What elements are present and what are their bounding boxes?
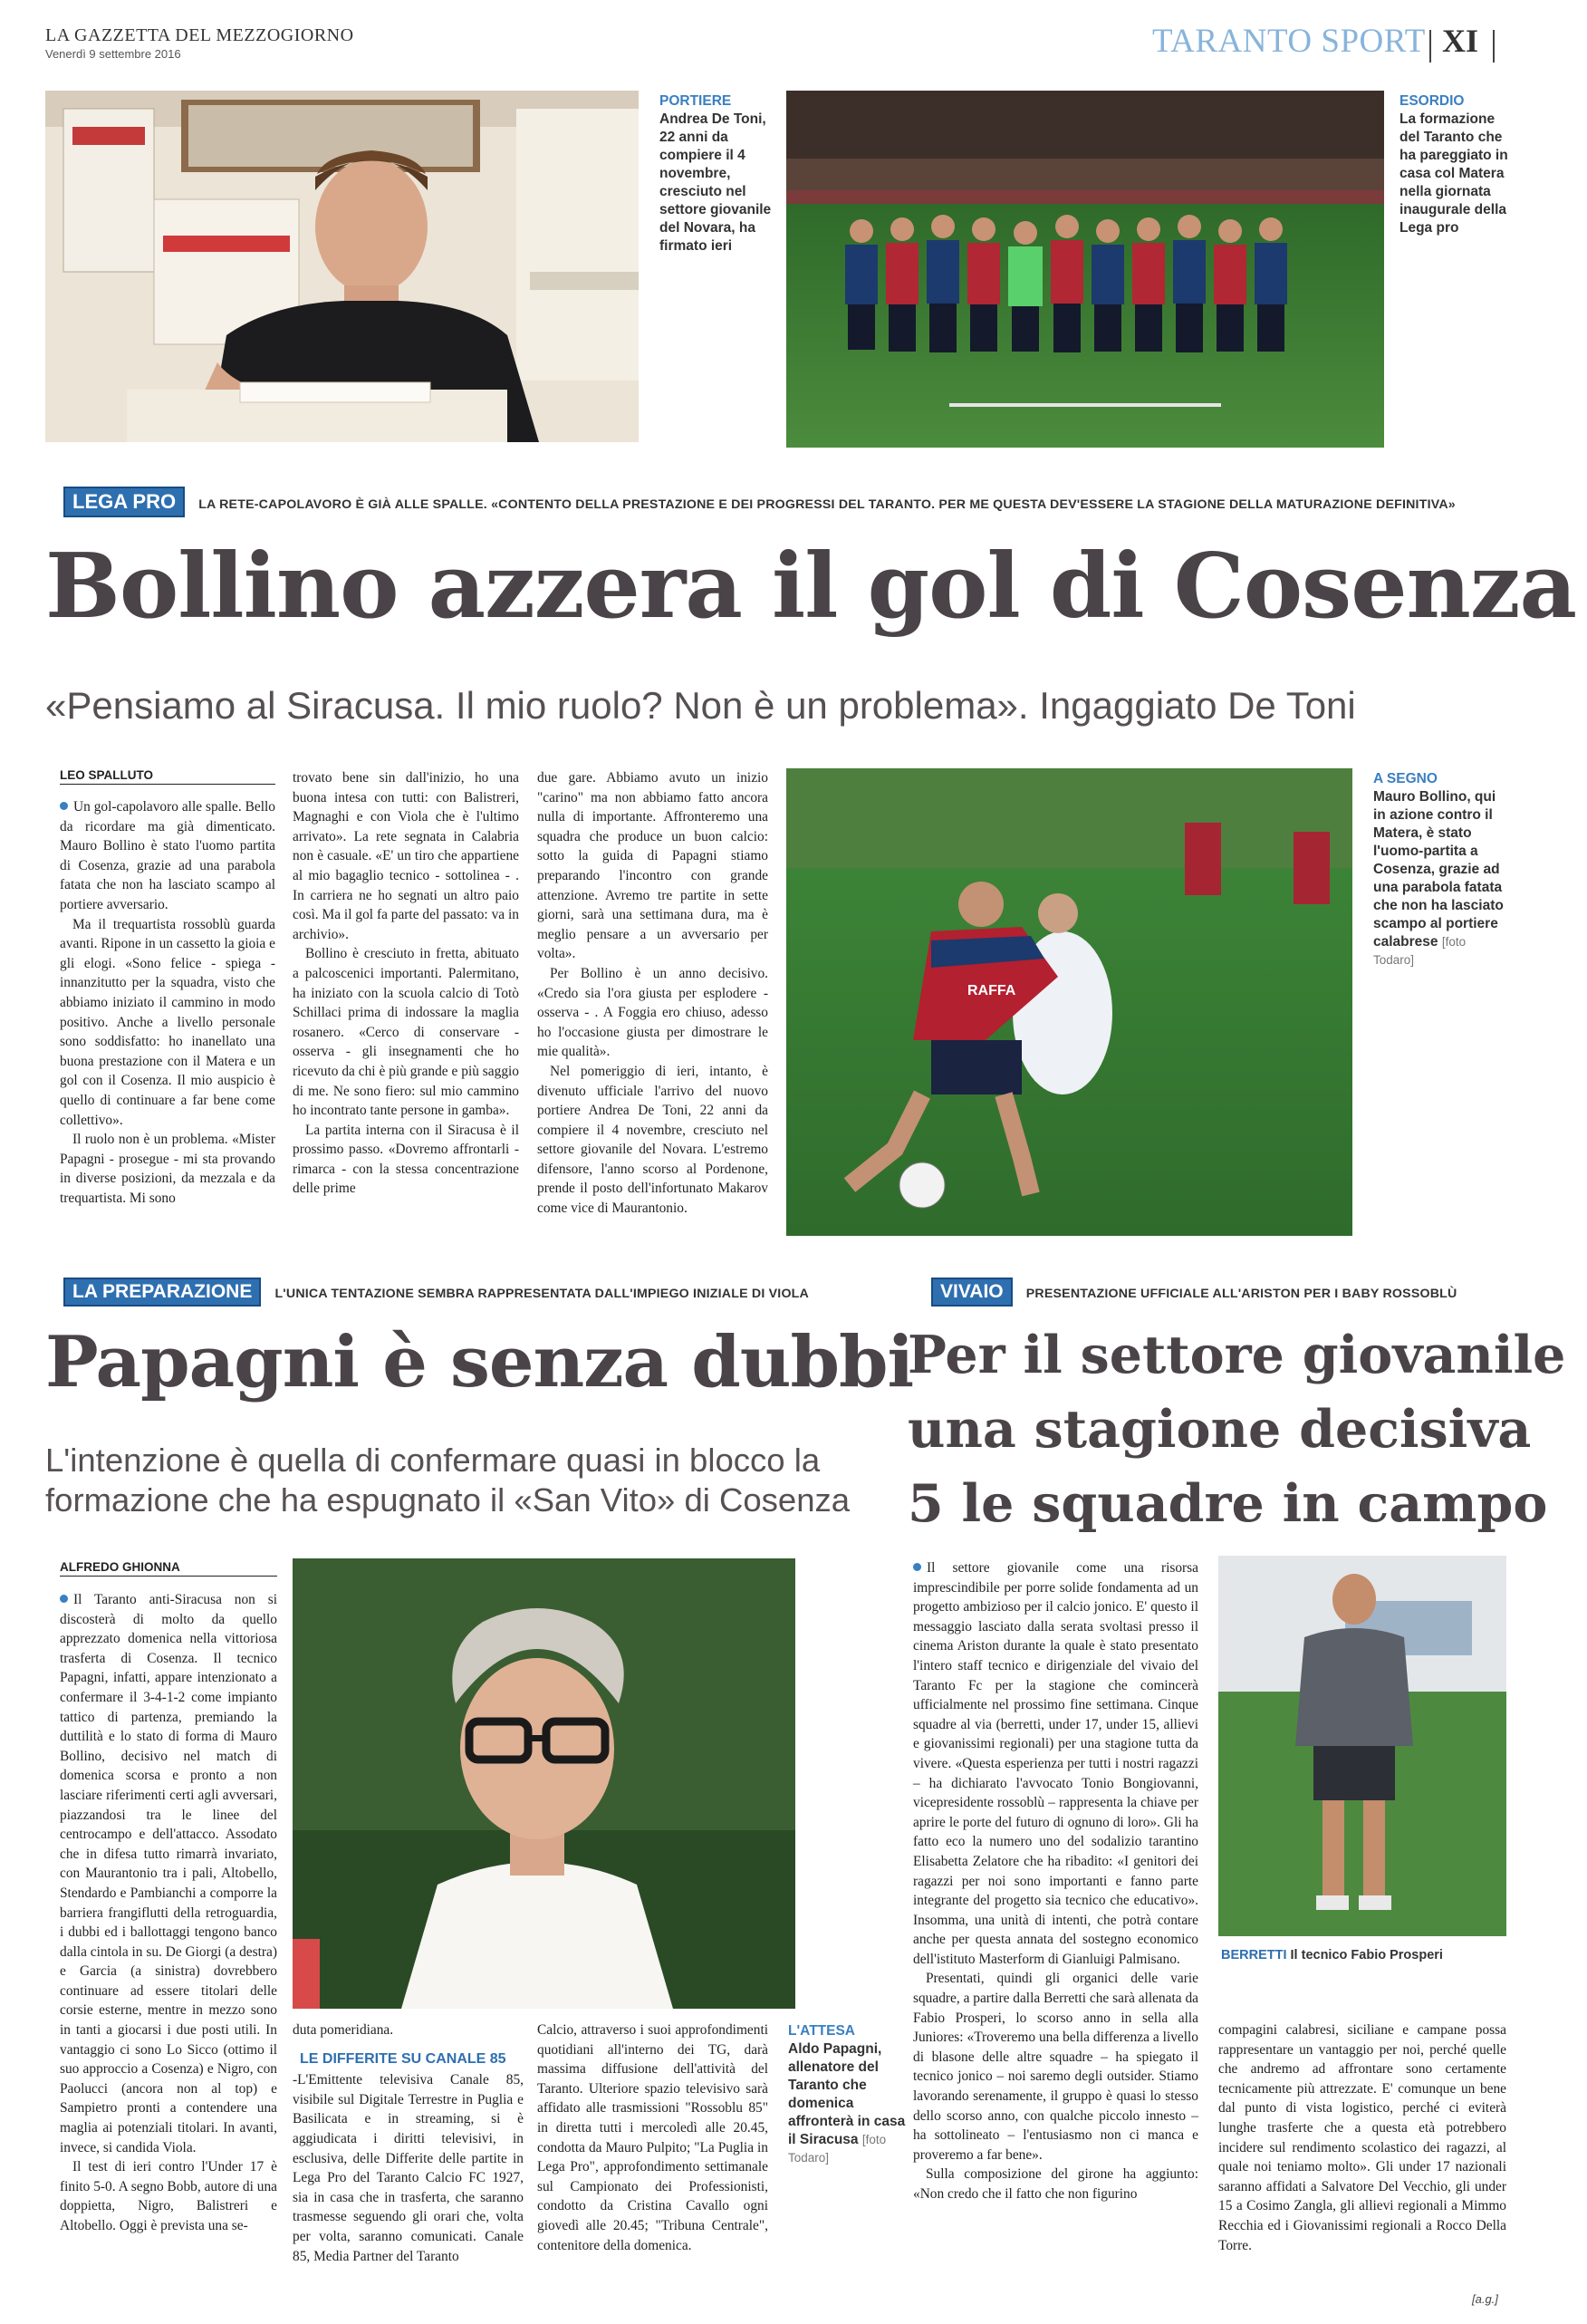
main-col1-para: Un gol-capolavoro alle spalle. Bello da ricordare ma già dimenticato. Mauro Bollino è stato l'uomo partita di Cosenza, grazie ad una parabola fatata che non ha lasciato scampo al portiere avversario. bbox=[60, 799, 275, 912]
prep-col-1 bbox=[60, 1590, 277, 2236]
photo-prosperi bbox=[1218, 1556, 1506, 1936]
page-number: XI bbox=[1442, 23, 1479, 59]
vivaio-col2-para: compagini calabresi, siciliane e campane possa rappresentare un vantaggio per noi, perché quelle che andremo ad affrontare sono certamente tecnicamente più attrezzate. E' comunque un bene dal punto di vista logistico, perché ci eviterà lunghe trasferte che a questa età potrebbero incidere sul rendimento scolastico dei ragazzi, al quale noi teniamo molto». Gli under 17 nazionali saranno affidati a Salvatore Del Vecchio, gli under 15 a Cosimo Zangla, gli allievi regionali a Mimmo Recchia ed i Giovanissimi regionali a Rocco Della Torre. bbox=[1218, 2022, 1506, 2253]
main-subheadline: «Pensiamo al Siracusa. Il mio ruolo? Non è un problema». Ingaggiato De Toni bbox=[45, 684, 1356, 727]
team-players bbox=[845, 240, 1287, 306]
prep-photo-caption-title: L'ATTESA bbox=[788, 2023, 856, 2039]
vivaio-col1-para: Presentati, quindi gli organici delle varie squadre, a partire dalla Berretti che sarà allenata da Fabio Prosperi, lo scorso anno in sella alla Juniores: «Troveremo una bella differenza a livello di blasone delle altre squadre – ha spiegato il tecnico jonico – noi saremo degli outsider. Stiamo lavorando serenamente, il gruppo è quasi lo stesso dello scorso anno, con qualche piccolo innesto – ha sottolineato – l'entusiasmo non ci manca e proveremo a far bene». bbox=[913, 1971, 1198, 2163]
main-photo-credit: [foto Todaro] bbox=[1373, 935, 1467, 967]
main-kicker-label: LEGA PRO bbox=[63, 487, 185, 517]
prep-photo-caption-text: Aldo Papagni, allenatore del Taranto che domenica affronterà in casa il Siracusa bbox=[788, 2041, 906, 2147]
papagni-photo-graphic bbox=[293, 1558, 795, 2009]
prep-kicker-label: LA PREPARAZIONE bbox=[63, 1278, 261, 1307]
masthead-date: Venerdì 9 settembre 2016 bbox=[45, 47, 181, 61]
bullet-icon bbox=[913, 1563, 921, 1571]
section-divider bbox=[1429, 30, 1431, 63]
vivaio-col1-para: Sulla composizione del girone ha aggiunto: «Non credo che il fatto che non figurino bbox=[913, 2166, 1198, 2202]
vivaio-kicker bbox=[931, 1278, 1457, 1307]
vivaio-headline-line: 5 le squadre in campo bbox=[908, 1473, 1548, 1534]
top-left-caption-text: Andrea De Toni, 22 anni da compiere il 4 novembre, cresciuto nel settore giovanile del Novara, ha firmato ieri bbox=[659, 111, 772, 254]
prep-byline: ALFREDO GHIONNA bbox=[60, 1560, 277, 1577]
prep-photo-credit: [foto Todaro] bbox=[788, 2133, 887, 2165]
main-col-2 bbox=[293, 768, 519, 1199]
prep-photo-caption bbox=[788, 2022, 910, 2167]
masthead-paper-name: LA GAZZETTA DEL MEZZOGIORNO bbox=[45, 25, 354, 45]
top-right-caption bbox=[1399, 92, 1508, 237]
main-col1-para: Il ruolo non è un problema. «Mister Papagni - prosegue - mi sta provando in diverse posizioni, da mezzala e da trequartista. Mi sono bbox=[60, 1132, 275, 1206]
vivaio-photo-caption bbox=[1221, 1948, 1443, 1962]
main-kicker bbox=[63, 487, 1531, 517]
photo-bollino-action bbox=[786, 768, 1352, 1236]
main-photo-caption-title: A SEGNO bbox=[1373, 771, 1438, 786]
prep-kicker-text: L'UNICA TENTAZIONE SEMBRA RAPPRESENTATA DALL'IMPIEGO INIZIALE DI VIOLA bbox=[274, 1287, 809, 1301]
main-byline: LEO SPALLUTO bbox=[60, 768, 275, 785]
vivaio-headline-line: una stagione decisiva bbox=[908, 1399, 1532, 1460]
prep-kicker bbox=[63, 1278, 809, 1307]
top-left-caption bbox=[659, 92, 777, 256]
main-headline: Bollino azzera il gol di Cosenza bbox=[45, 535, 1576, 639]
page-number-rule bbox=[1493, 30, 1495, 63]
vivaio-col-2 bbox=[1218, 2020, 1506, 2255]
main-col3-para: Nel pomeriggio di ieri, intanto, è divenuto ufficiale l'arrivo del nuovo portiere Andrea De Toni, 22 anni da compiere il 4 novembre, cresciuto nel settore giovanile del Novara. L'estremo difensore, l'anno scorso al Pordenone, prende il posto dell'infortunato Makarov come vice di Maurantonio. bbox=[537, 1063, 768, 1217]
main-photo-caption-text: Mauro Bollino, qui in azione contro il Matera, è stato l'uomo-partita a Cosenza, grazie ad una parabola fatata che non ha lasciato scampo al portiere calabrese bbox=[1373, 789, 1504, 950]
prep-col-2 bbox=[293, 2020, 524, 2266]
bollino-photo-graphic bbox=[786, 768, 1352, 1236]
top-right-caption-text: La formazione del Taranto che ha pareggiato in casa col Matera nella giornata inaugurale della Lega pro bbox=[1399, 111, 1508, 236]
prep-col2-top: duta pomeridiana. bbox=[293, 2022, 394, 2038]
top-right-caption-title: ESORDIO bbox=[1399, 93, 1465, 109]
vivaio-col1-para: Il settore giovanile come una risorsa imprescindibile per porre solide fondamenta ad un progetto ambizioso per il calcio jonico. E' questo il messaggio lasciato dalla serata svoltasi presso il cinema Ariston durante la quale è stato presentato l'intero staff tecnico e dirigenziale del vivaio del Taranto Fc per la stagione che comincerà ufficialmente nel prossimo fine settimana. Cinque squadre al via (berretti, under 17, under 15, allievi e giovanissimi regionali) per una stagione tutta da vivere. «Questa esperienza per tutti i nostri ragazzi – ha dichiarato l'avvocato Tonio Bongiovanni, vicepresidente rossoblù – rappresenta la chiave per aprire le porte del futuro di ognuno di loro». Gli ha fatto eco la numero uno del sodalizio tarantino Elisabetta Zelatore che ha ribadito: «I genitori dei ragazzi per noi sono importanti e fanno parte integrante del progetto sia tecnico che educativo». Insomma, una unità di intenti, che potrà contare anche per questa annata del sostegno economico dell'istituto Masterform di Gianluigi Palmisano. bbox=[913, 1560, 1198, 1967]
prep-col-3 bbox=[537, 2020, 768, 2255]
vivaio-photo-caption-text: Il tecnico Fabio Prosperi bbox=[1290, 1948, 1443, 1962]
prep-col2-para: -L'Emittente televisiva Canale 85, visibile sul Digitale Terrestre in Puglia e Basilicata e in streaming, si è aggiudicata i diritti televisivi, in esclusiva, delle Differite delle partite in Lega Pro del Taranto Calcio FC 1927, sia in casa che in trasferta, che saranno trasmesse seguendo gli orari che, volta per volta, saranno comunicati. Canale 85, Media Partner del Taranto bbox=[293, 2072, 524, 2264]
prep-box-title: LE DIFFERITE SU CANALE 85 bbox=[300, 2050, 506, 2067]
bullet-icon bbox=[60, 1595, 68, 1603]
vivaio-headline bbox=[908, 1318, 1565, 1541]
main-col-1 bbox=[60, 797, 275, 1208]
vivaio-photo-caption-title: BERRETTI bbox=[1221, 1948, 1287, 1962]
vivaio-signature: [a.g.] bbox=[1472, 2292, 1498, 2306]
main-photo-caption bbox=[1373, 770, 1505, 969]
prep-headline: Papagni è senza dubbi bbox=[45, 1321, 914, 1403]
main-col3-para: due gare. Abbiamo avuto un inizio "carino" ma non abbiamo fatto ancora nulla di importante. Affronteremo una squadra che produce un buon calcio: sotto la guida di Papagni stiamo preparando l'incontro con grande attenzione. Avremo tre partite in sette giorni, sarà una settimana dura, ma è meglio pensare a un avversario per volta». bbox=[537, 770, 768, 962]
main-col3-para: Per Bollino è un anno decisivo. «Credo sia l'ora giusta per esplodere - osserva - . A Foggia ero chiuso, adesso ho l'occasione giusta per dimostrare le mie qualità». bbox=[537, 965, 768, 1060]
de-toni-photo-graphic bbox=[45, 91, 639, 442]
main-col1-para: Ma il trequartista rossoblù guarda avanti. Ripone in un cassetto la gioia e gli elogi. «Sono felice - spiega - innanzitutto per la squadra, visto che abbiamo iniziato il cammino in modo positivo. Anche a livello personale sono soddisfatto: ho inanellato una buona prestazione con il Matera e un gol con il Cosenza. Il mio auspicio è quello di continuare a far bene come collettivo». bbox=[60, 916, 275, 1128]
vivaio-kicker-label: VIVAIO bbox=[931, 1278, 1013, 1307]
bullet-icon bbox=[60, 802, 68, 810]
vivaio-kicker-text: PRESENTAZIONE UFFICIALE ALL'ARISTON PER I BABY ROSSOBLÙ bbox=[1025, 1287, 1457, 1301]
vivaio-headline-line: Per il settore giovanile bbox=[908, 1325, 1566, 1385]
main-col2-para: trovato bene sin dall'inizio, ho una buona intesa con tutti: con Balistreri, Magnaghi e con Viola che è l'ultimo arrivato». La rete segnata in Calabria non è casuale. «E' un tiro che appartiene al mio bagaglio tecnico - sottolinea - . In carriera ne ho segnati un altro paio così. Ma il gol fa parte del passato: va in archivio». bbox=[293, 770, 519, 942]
prep-col1-para: Il Taranto anti-Siracusa non si discosterà di molto da quello apprezzato domenica nella vittoriosa trasferta di Cosenza. Il tecnico Papagni, infatti, appare intenzionato a confermare il 3-4-1-2 come impianto tattico di partenza, premiando la duttilità e lo stato di forma di Mauro Bollino, decisivo nel match di domenica scorsa e pronto a non lasciare riferimenti certi agli avversari, piazzandosi tra le linee del centrocampo e dell'attacco. Assodato che in difesa tutto rimarrà invariato, con Maurantonio tra i pali, Altobello, Stendardo e Pambianchi a comporre la barriera frangiflutti della retroguardia, i dubbi ed i ballottaggi tengono banco dalla cintola in su. De Giorgi (a destra) e Garcia (a sinistra) dovrebbero continuare ad essere titolari delle corsie esterne, mentre in mezzo sono in tanti a giocarsi i due posti utili. In vantaggio ci sono Lo Sicco (ottimo il suo approccio a Cosenza) e Nigro, con Paolucci (ancora non al top) e Sampietro pronti a contendere una maglia ai potenziali titolari. In avanti, invece, si candida Viola. bbox=[60, 1592, 277, 2155]
photo-de-toni-signing bbox=[45, 91, 639, 442]
main-col-3 bbox=[537, 768, 768, 1219]
prosperi-photo-graphic bbox=[1218, 1556, 1506, 1936]
prep-col3-para: Calcio, attraverso i suoi approfondimenti quotidiani all'interno dei TG, darà massima diffusione dell'attività del Taranto. Ulteriore spazio televisivo sarà affidato alle trasmissioni "Rossoblu 85" in diretta tutti i mercoledì alle 20.45, condotta da Mauro Pulpito; "La Puglia in Lega Pro", approfondimento settimanale sul Campionato dei Professionisti, condotto da Cristina Cavallo ogni giovedì alle 20.45; "Tribuna Centrale", contenitore della domenica. bbox=[537, 2022, 768, 2253]
main-col2-para: La partita interna con il Siracusa è il prossimo passo. «Dovremo affrontarli - rimarca - con la stessa concentrazione delle prime bbox=[293, 1122, 519, 1197]
photo-taranto-team bbox=[786, 91, 1384, 448]
prep-col1-para: Il test di ieri contro l'Under 17 è finito 5-0. A segno Bobb, autore di una doppietta, Nigro, Balistreri e Altobello. Oggi è prevista una se- bbox=[60, 2159, 277, 2233]
main-kicker-text: LA RETE-CAPOLAVORO È GIÀ ALLE SPALLE. «CONTENTO DELLA PRESTAZIONE E DEI PROGRESSI DEL TARANTO. PER ME QUESTA DEV'ESSERE LA STAGIONE DELLA MATURAZIONE DEFINITIVA» bbox=[198, 497, 1456, 512]
jersey-sponsor: RAFFA bbox=[967, 983, 1016, 998]
top-left-caption-title: PORTIERE bbox=[659, 93, 732, 109]
prep-subheadline: L'intenzione è quella di confermare quasi in blocco la formazione che ha espugnato il «San Vito» di Cosenza bbox=[45, 1442, 851, 1519]
photo-papagni bbox=[293, 1558, 795, 2009]
main-col2-para: Bollino è cresciuto in fretta, abituato a palcoscenici importanti. Palermitano, ha iniziato con la scuola calcio di Totò Schillaci prima di indossare la maglia rosanero. «Cerco di conservare - osserva - gli insegnamenti che ho ricevuto da chi è più grande e più saggio di me. Ne sono fiero: sul mio cammino ho incontrato tante persone in gamba». bbox=[293, 946, 519, 1119]
section-title: TARANTO SPORT bbox=[1152, 23, 1426, 60]
team-photo-graphic bbox=[786, 91, 1384, 448]
vivaio-col-1 bbox=[913, 1558, 1198, 2204]
